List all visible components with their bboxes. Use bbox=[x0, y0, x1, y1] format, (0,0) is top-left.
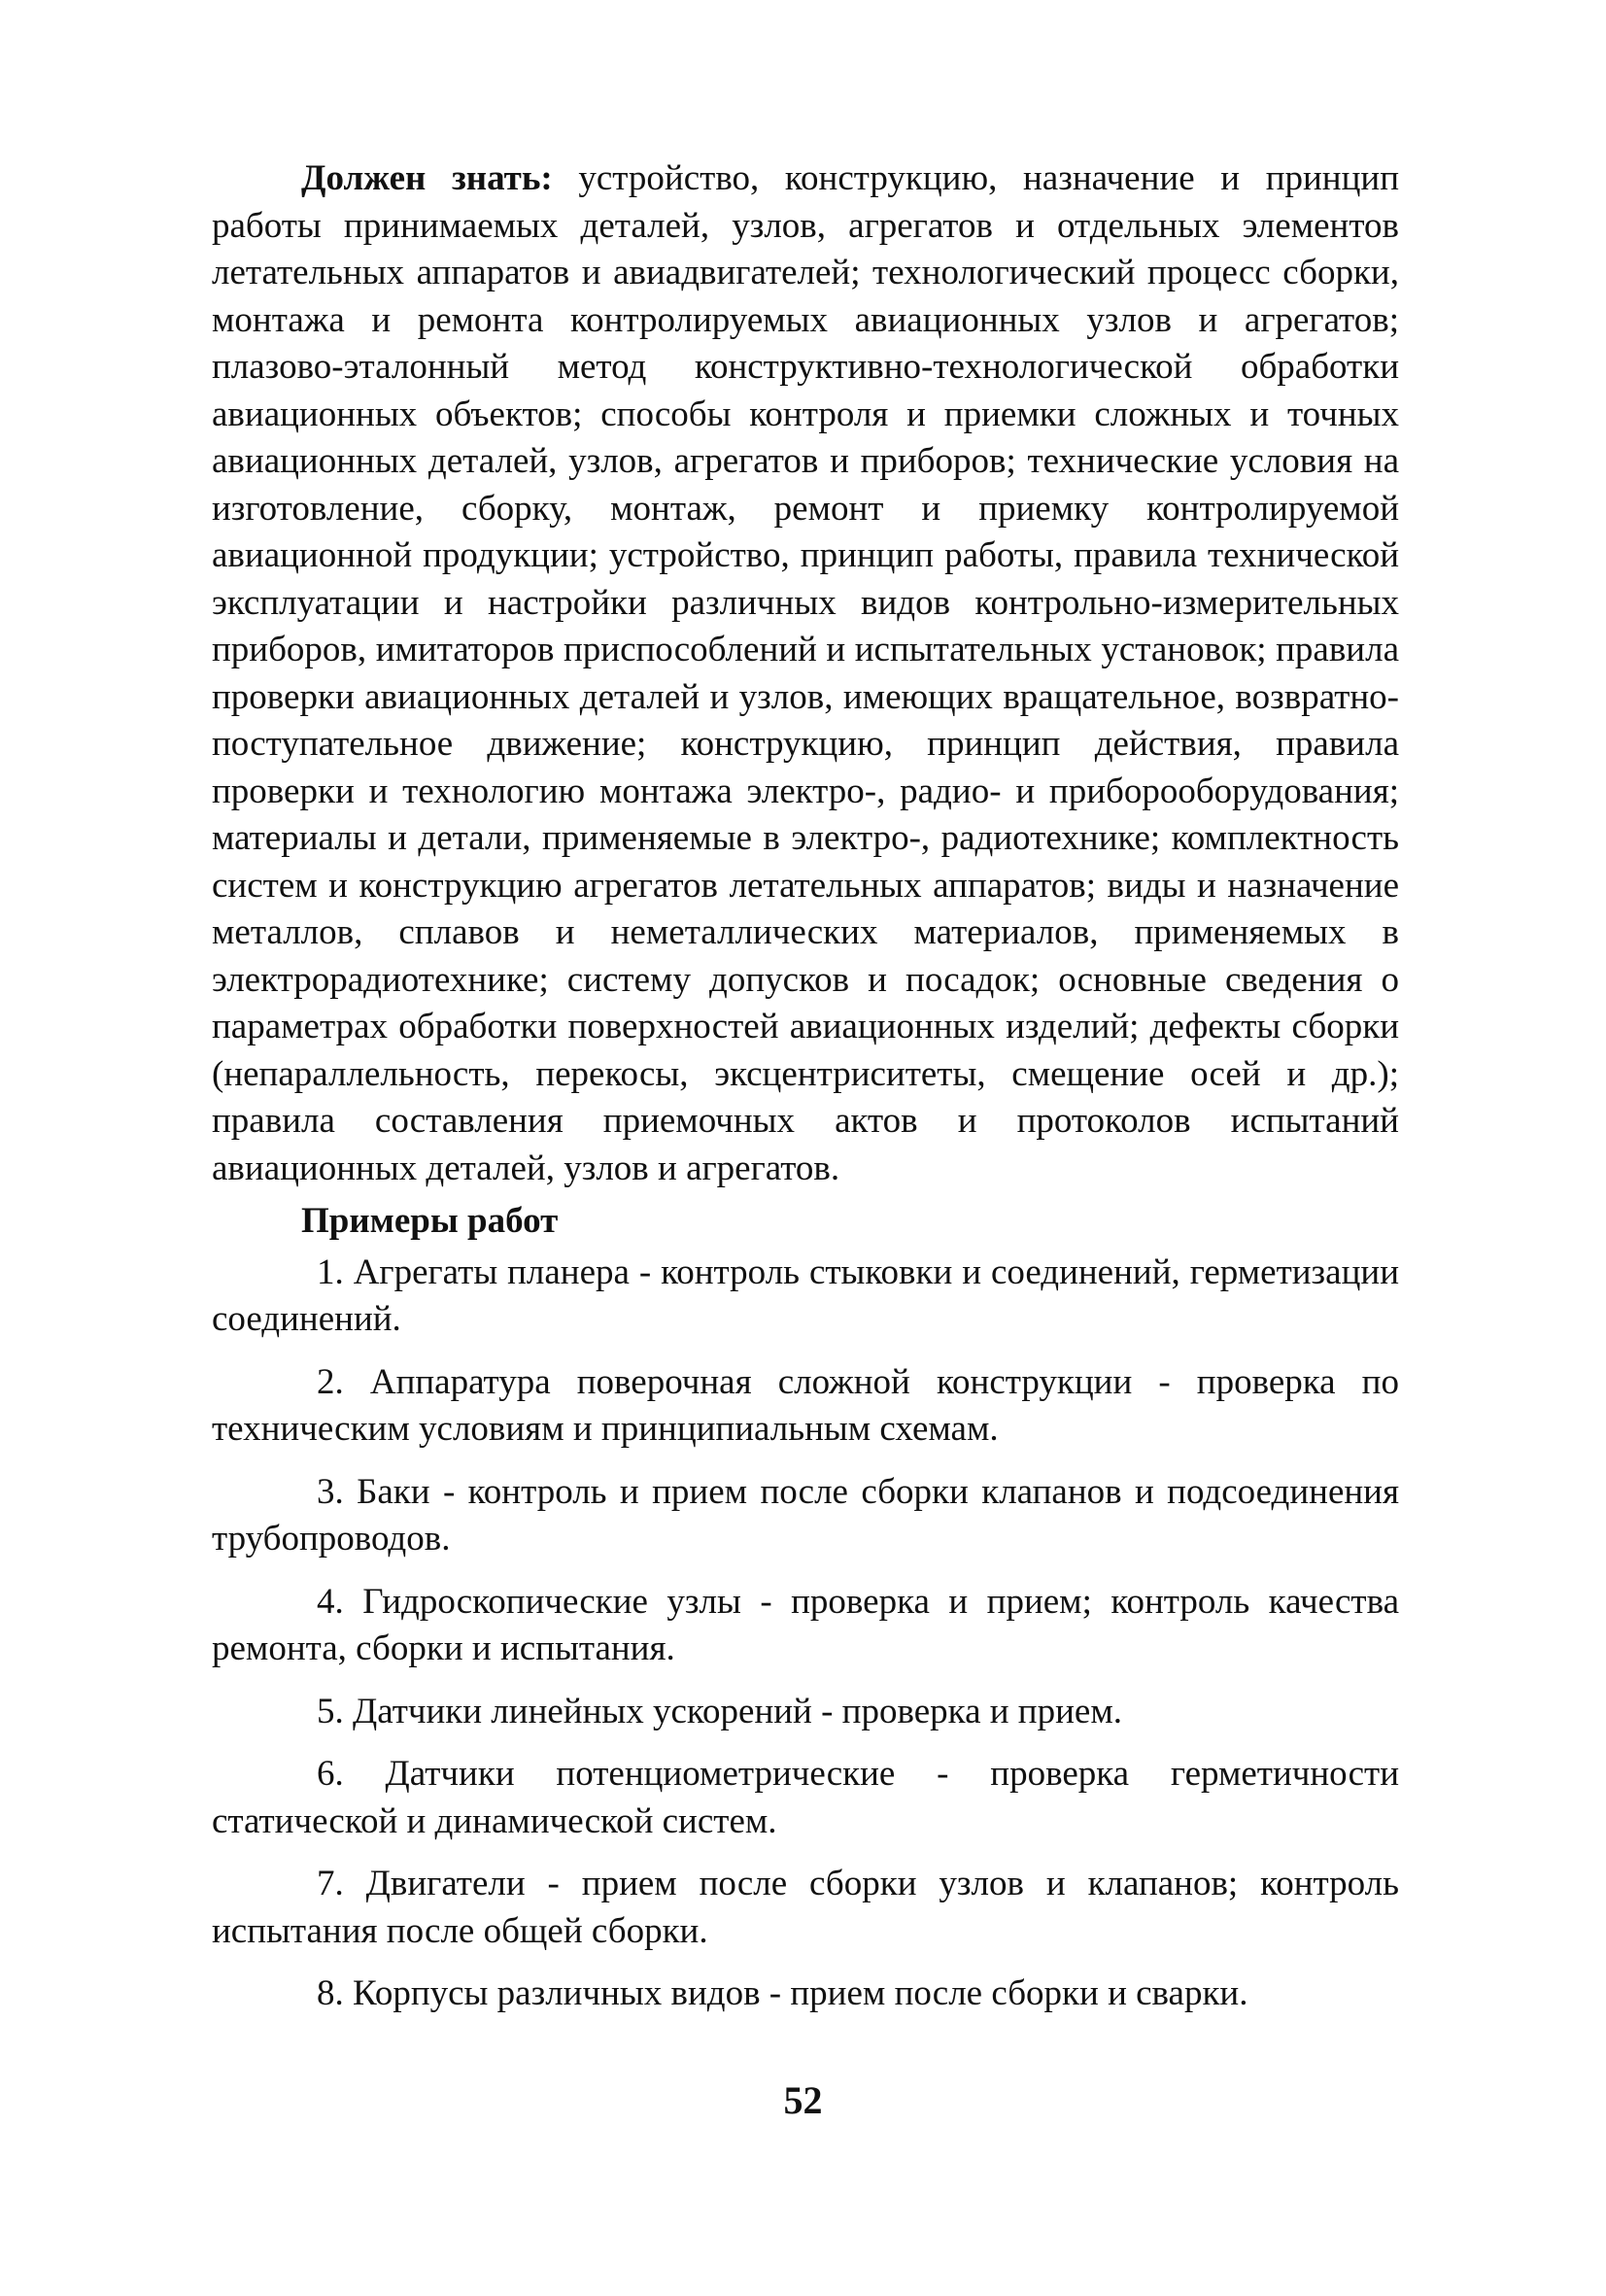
example-item: 5. Датчики линейных ускорений - проверка и прием. bbox=[317, 1691, 1122, 1731]
example-item: 7. Двигатели - прием после сборки узлов и клапанов; контроль испытания после общей сборки. bbox=[212, 1864, 1399, 1951]
example-item: 2. Аппаратура поверочная сложной конструкции - проверка по техническим условиям и принципиальным схемам. bbox=[212, 1361, 1399, 1449]
knowledge-lead: Должен знать: bbox=[301, 158, 553, 198]
example-item: 1. Агрегаты планера - контроль стыковки и соединений, герметизации соединений. bbox=[212, 1251, 1399, 1339]
example-item: 3. Баки - контроль и прием после сборки клапанов и подсоединения трубопроводов. bbox=[212, 1471, 1399, 1559]
page-number: 52 bbox=[783, 2078, 823, 2122]
knowledge-paragraph bbox=[212, 155, 1399, 1192]
page-content bbox=[212, 155, 1399, 2034]
examples-list bbox=[212, 1250, 1399, 2018]
examples-heading: Примеры работ bbox=[301, 1201, 559, 1241]
example-item: 4. Гидроскопические узлы - проверка и прием; контроль качества ремонта, сборки и испытания. bbox=[212, 1581, 1399, 1668]
example-item: 6. Датчики потенциометрические - проверка герметичности статической и динамической систем. bbox=[212, 1754, 1399, 1841]
example-item: 8. Корпусы различных видов - прием после сборки и сварки. bbox=[317, 1973, 1248, 2013]
knowledge-text: устройство, конструкцию, назначение и принцип работы принимаемых деталей, узлов, агрегатов и отдельных элементов летательных аппаратов и авиадвигателей; технологический процесс сборки, монтажа и ремонта контролируемых авиационных узлов и агрегатов; плазово-эталонный метод конструктивно-технологической обработки авиационных объектов; способы контроля и приемки сложных и точных авиационных деталей, узлов, агрегатов и приборов; технические условия на изготовление, сборку, монтаж, ремонт и приемку контролируемой авиационной продукции; устройство, принцип работы, правила технической эксплуатации и настройки различных видов контрольно-измерительных приборов, имитаторов приспособлений и испытательных установок; правила проверки авиационных деталей и узлов, имеющих вращательное, возвратно-поступательное движение; конструкцию, принцип действия, правила проверки и технологию монтажа электро-, радио- и приборооборудования; материалы и детали, применяемые в электро-, радиотехнике; комплектность систем и конструкцию агрегатов летательных аппаратов; виды и назначение металлов, сплавов и неметаллических материалов, применяемых в электрорадиотехнике; систему допусков и посадок; основные сведения о параметрах обработки поверхностей авиационных изделий; дефекты сборки (непараллельность, перекосы, эксцентриситеты, смещение осей и др.); правила составления приемочных актов и протоколов испытаний авиационных деталей, узлов и агрегатов. bbox=[212, 158, 1399, 1188]
